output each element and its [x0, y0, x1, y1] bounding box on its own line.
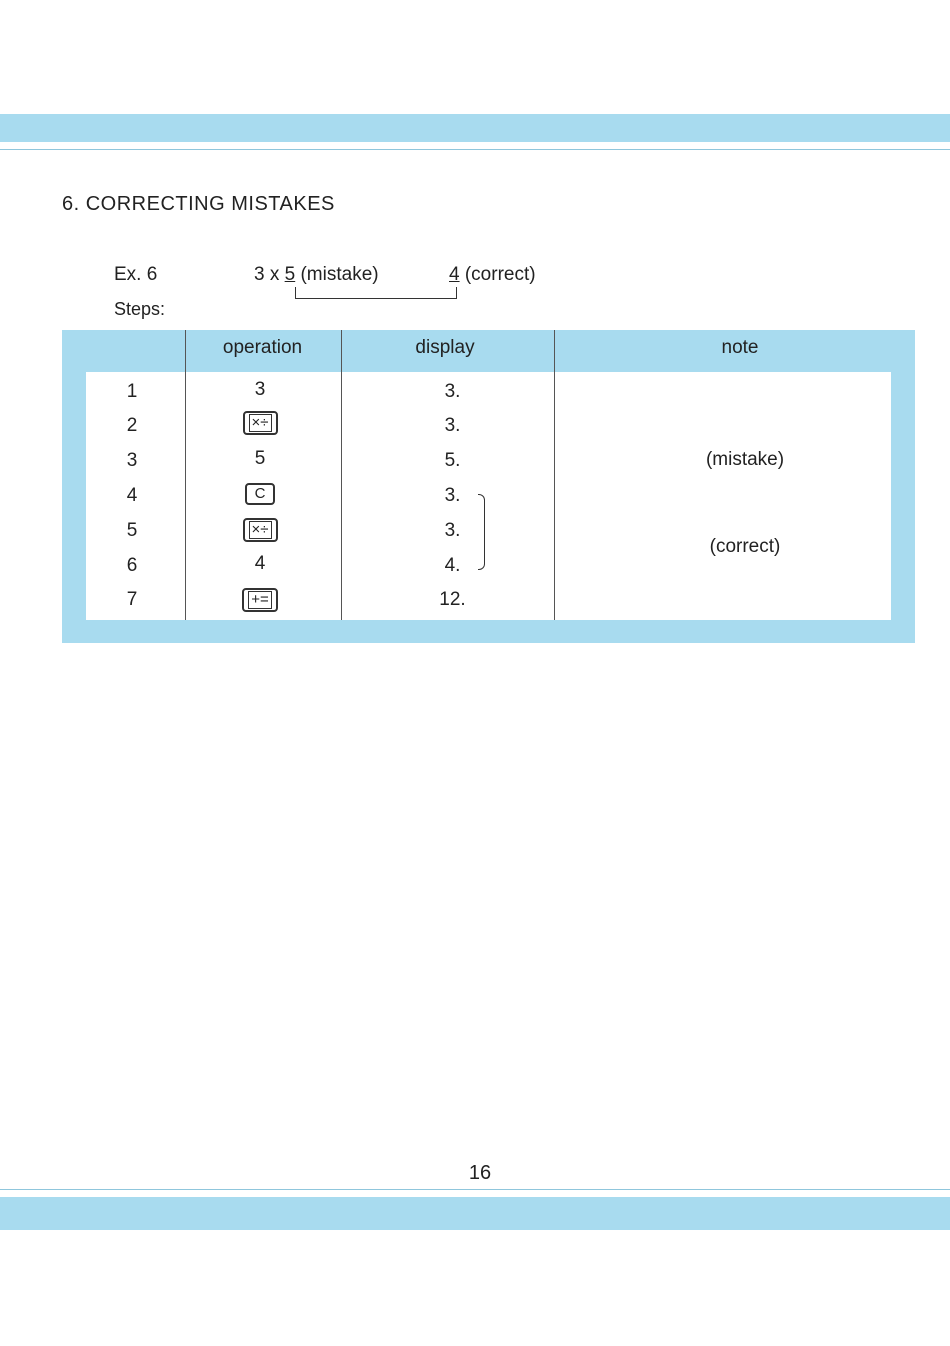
example-label: Ex. 6 [114, 264, 158, 285]
bottom-rule [0, 1189, 950, 1190]
correct-text: (correct) [459, 264, 536, 285]
step-number: 5 [126, 520, 138, 541]
step-number: 3 [126, 450, 138, 471]
display-value: 3. [444, 381, 461, 402]
column-divider [185, 330, 186, 620]
correct-digit: 4 [449, 264, 460, 285]
example-expression [254, 264, 379, 286]
correction-bracket [478, 494, 485, 570]
note-mistake: (mistake) [705, 449, 785, 470]
multiply-divide-key [230, 518, 290, 542]
column-divider [341, 330, 342, 620]
steps-table-body [86, 372, 891, 620]
display-value: 3. [444, 520, 461, 541]
multiply-divide-key [230, 411, 290, 435]
top-rule [0, 149, 950, 150]
display-value: 5. [444, 450, 461, 471]
example-correction [449, 264, 536, 286]
key-label: ×÷ [249, 521, 272, 539]
operation-value: 5 [254, 448, 266, 469]
clear-key [230, 482, 290, 505]
header-note: note [721, 337, 759, 358]
display-value: 4. [444, 555, 461, 576]
step-number: 2 [126, 415, 138, 436]
step-number: 6 [126, 555, 138, 576]
display-value: 12. [439, 589, 466, 610]
key-label: += [248, 591, 272, 609]
operation-value: 4 [254, 553, 266, 574]
plus-equals-key [230, 588, 290, 612]
steps-label: Steps: [114, 299, 166, 319]
header-display: display [415, 337, 475, 358]
page-number: 16 [468, 1162, 492, 1184]
operation-value: 3 [254, 379, 266, 400]
step-number: 7 [126, 589, 138, 610]
column-divider [554, 330, 555, 620]
note-correct: (correct) [709, 536, 781, 557]
header-operation: operation [222, 337, 303, 358]
mistake-digit: 5 [284, 264, 296, 285]
key-label: C [245, 483, 275, 505]
display-value: 3. [444, 485, 461, 506]
display-value: 3. [444, 415, 461, 436]
mistake-text: (mistake) [295, 264, 379, 285]
step-number: 1 [126, 381, 138, 402]
correction-link-line [295, 287, 457, 299]
section-heading: 6. CORRECTING MISTAKES [62, 193, 335, 215]
top-color-band [0, 114, 950, 142]
expr-prefix: 3 x [254, 264, 285, 285]
key-label: ×÷ [249, 414, 272, 432]
bottom-color-band [0, 1197, 950, 1230]
step-number: 4 [126, 485, 138, 506]
